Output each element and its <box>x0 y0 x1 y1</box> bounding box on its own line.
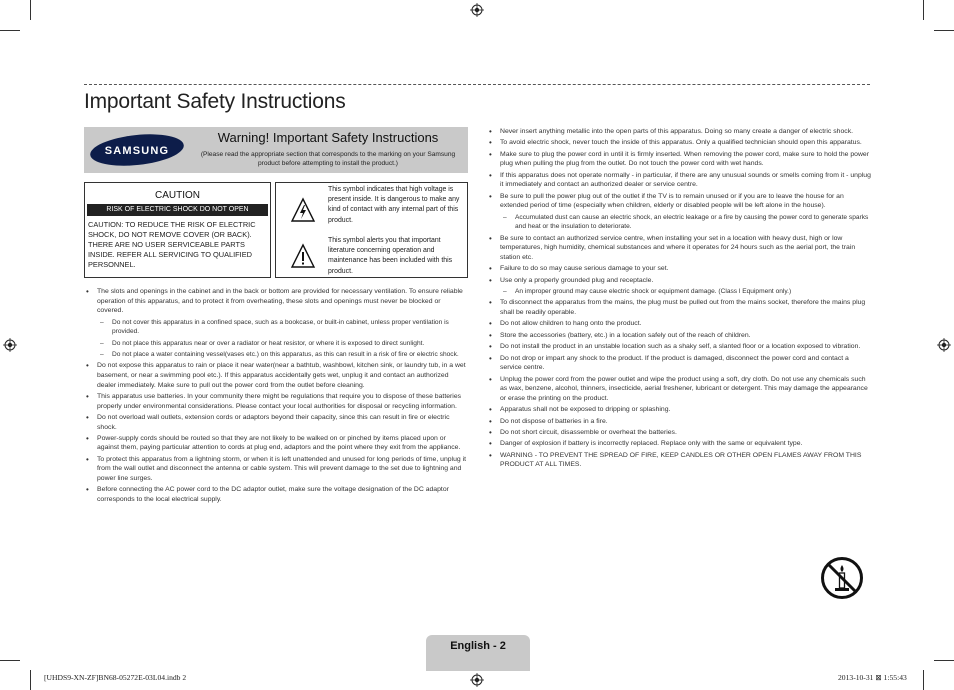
bullet-item: • To avoid electric shock, never touch the inside of this apparatus. Only a qualified technician should open this apparatus. <box>487 138 871 148</box>
exclamation-triangle-icon <box>290 243 316 269</box>
bullet-item: • This apparatus use batteries. In your community there might be regulations that require you to dispose of these batteries properly under environmental considerations. Please contact your local authorities for disposal or recycling information. <box>84 392 468 411</box>
sub-item: – An improper ground may cause electric shock or equipment damage. (Class l Equipment only.) <box>487 287 871 297</box>
samsung-logo <box>89 133 185 167</box>
crop-mark <box>0 30 20 31</box>
bullet-item: • Failure to do so may cause serious damage to your set. <box>487 264 871 274</box>
no-open-flame-icon <box>820 556 864 600</box>
voltage-symbol-text: This symbol indicates that high voltage is present inside. It is dangerous to make any kind of contact with any internal part of this product. <box>328 186 460 224</box>
crop-mark <box>934 660 954 661</box>
left-instructions-column <box>84 287 468 506</box>
left-instructions-list <box>84 287 468 505</box>
bullet-item: • The slots and openings in the cabinet and in the back or bottom are provided for necessary ventilation. To ensure reliable operation of this apparatus, and to protect it from overheating, these slots and openings must never be blocked or covered. <box>84 287 468 316</box>
bullet-item: • To protect this apparatus from a lightning storm, or when it is left unattended and unused for long periods of time, unplug it from the wall outlet and disconnect the antenna or cable system. This will prevent damage to the set due to lightning and power line surges. <box>84 455 468 484</box>
bullet-item: • Do not allow children to hang onto the product. <box>487 319 871 329</box>
caution-text: CAUTION: TO REDUCE THE RISK OF ELECTRIC SHOCK, DO NOT REMOVE COVER (OR BACK). THERE ARE NO USER SERVICEABLE PARTS INSIDE. REFER ALL SERVICING TO QUALIFIED PERSONNEL. <box>88 220 256 269</box>
print-imprint-file: [UHDS9-XN-ZF]BN68-05272E-03L04.indb 2 <box>44 673 187 682</box>
caution-title: CAUTION <box>155 190 200 201</box>
crop-mark <box>30 670 31 690</box>
crop-mark <box>934 30 954 31</box>
bullet-item: • Do not overload wall outlets, extension cords or adaptors beyond their capacity, since this can result in fire or electric shock. <box>84 413 468 432</box>
bullet-item: • Apparatus shall not be exposed to dripping or splashing. <box>487 405 871 415</box>
bullet-item: • Make sure to plug the power cord in until it is firmly inserted. When removing the power cord, make sure to hold the power plug when pulling the plug from the outlet. Do not touch the power cord with wet hands. <box>487 150 871 169</box>
bullet-item: • Never insert anything metallic into the open parts of this apparatus. Doing so many create a danger of electric shock. <box>487 127 871 137</box>
samsung-warning-header <box>84 127 468 173</box>
print-imprint-date: 2013-10-31 ⊠ 1:55:43 <box>838 673 907 682</box>
bullet-item: • Do not install the product in an unstable location such as a shaky self, a slanted floor or a location exposed to vibration. <box>487 342 871 352</box>
sub-item: – Accumulated dust can cause an electric shock, an electric leakage or a fire by causing the power cord to generate sparks and heat or the insulation to deteriorate. <box>487 213 871 232</box>
warning-title: Warning! Important Safety Instructions <box>217 130 439 145</box>
bullet-item: • Unplug the power cord from the power outlet and wipe the product using a soft, dry cloth. Do not use any chemicals such as wax, benzene, alcohol, thinners, insecticide, aerial freshener, lubricant or detergent. This may damage the appearance or erase the printing on the product. <box>487 375 871 404</box>
sub-item: – Do not place a water containing vessel(vases etc.) on this apparatus, as this can result in a risk of fire or electric shock. <box>84 350 468 360</box>
instructions-symbol-text: This symbol alerts you that important literature concerning operation and maintenance has been included with this product. <box>328 237 453 275</box>
crop-mark <box>923 670 924 690</box>
bullet-item: • Danger of explosion if battery is incorrectly replaced. Replace only with the same or equivalent type. <box>487 439 871 449</box>
page-number-tab <box>426 635 530 671</box>
page-title: Important Safety Instructions <box>84 90 346 113</box>
crop-mark <box>923 0 924 20</box>
right-instructions-column <box>487 127 871 472</box>
crop-mark <box>30 0 31 20</box>
bullet-item: • Be sure to contact an authorized service centre, when installing your set in a location with heavy dust, high or low temperatures, high humidity, chemical substances and where it operates for 24 hours such as the aerial port, the train station etc. <box>487 234 871 263</box>
sub-item: – Do not cover this apparatus in a confined space, such as a bookcase, or built-in cabinet, unless proper ventilation is provided. <box>84 318 468 337</box>
bullet-item: • Do not short circuit, disassemble or overheat the batteries. <box>487 428 871 438</box>
sub-item: – Do not place this apparatus near or over a radiator or heat resistor, or where it is exposed to direct sunlight. <box>84 339 468 349</box>
bullet-item: • Be sure to pull the power plug out of the outlet if the TV is to remain unused or if you are to leave the house for an extended period of time (especially when children, elderly or disabled people will be left alone in the house). <box>487 192 871 211</box>
bullet-item: • Do not expose this apparatus to rain or place it near water(near a bathtub, washbowl, kitchen sink, or laundry tub, in a wet basement, or near a swimming pool etc.). If this apparatus accidentally gets wet, unplug it and contact an authorized dealer immediately. Make sure to pull out the power cord from the outlet before cleaning. <box>84 361 468 390</box>
caution-box <box>84 182 271 278</box>
bullet-item: • Do not drop or impart any shock to the product. If the product is damaged, disconnect the power cord and contact a service centre. <box>487 354 871 373</box>
bullet-item: • Use only a properly grounded plug and receptacle. <box>487 276 871 286</box>
page-number: English - 2 <box>450 640 506 652</box>
registration-mark-icon <box>937 338 951 352</box>
bullet-item: • Power-supply cords should be routed so that they are not likely to be walked on or pinched by items placed upon or against them, paying particular attention to cords at plug end, adaptors and the point where they exit from the appliance. <box>84 434 468 453</box>
bullet-item: • Do not dispose of batteries in a fire. <box>487 417 871 427</box>
bullet-item: • Before connecting the AC power cord to the DC adaptor outlet, make sure the voltage designation of the DC adaptor corresponds to the local electrical supply. <box>84 485 468 504</box>
header-divider <box>84 84 870 85</box>
symbols-box <box>275 182 468 278</box>
bullet-item: • WARNING - TO PREVENT THE SPREAD OF FIRE, KEEP CANDLES OR OTHER OPEN FLAMES AWAY FROM THIS PRODUCT AT ALL TIMES. <box>487 451 871 470</box>
registration-mark-icon <box>3 338 17 352</box>
crop-mark <box>0 660 20 661</box>
registration-mark-icon <box>470 3 484 17</box>
caution-bar: RISK OF ELECTRIC SHOCK DO NOT OPEN <box>87 204 268 216</box>
lightning-triangle-icon <box>290 197 316 223</box>
registration-mark-icon <box>470 673 484 687</box>
bullet-item: • If this apparatus does not operate normally - in particular, if there are any unusual sounds or smells coming from it - unplug it immediately and contact an authorized dealer or service centre. <box>487 171 871 190</box>
right-instructions-list <box>487 127 871 470</box>
bullet-item: • To disconnect the apparatus from the mains, the plug must be pulled out from the mains socket, therefore the mains plug shall be readily operable. <box>487 298 871 317</box>
warning-subtitle: (Please read the appropriate section that corresponds to the marking on your Samsung product before attempting to install the product.) <box>200 151 456 167</box>
logo-text: SAMSUNG <box>104 145 170 157</box>
bullet-item: • Store the accessories (battery, etc.) in a location safely out of the reach of children. <box>487 331 871 341</box>
